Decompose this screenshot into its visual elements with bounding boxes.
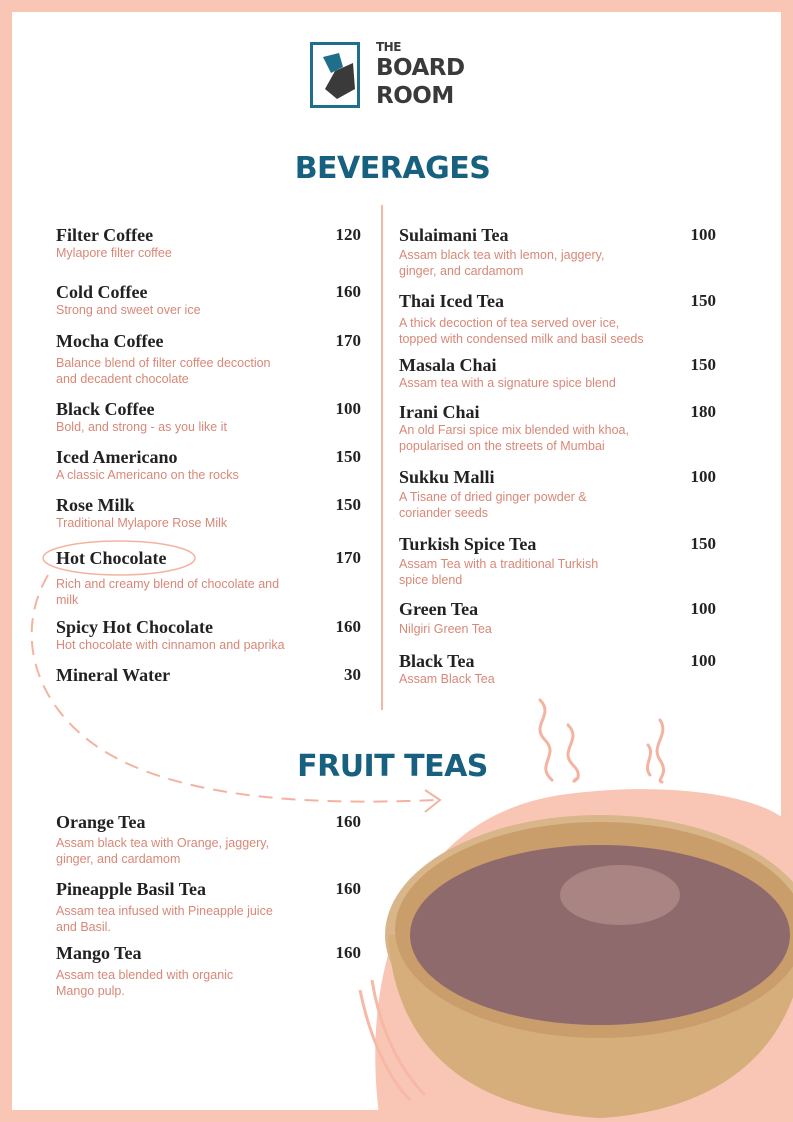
item-name: Mocha Coffee <box>56 331 164 351</box>
menu-item <box>56 879 361 935</box>
item-description-line: Strong and sweet over ice <box>56 303 201 317</box>
menu-item <box>399 534 716 588</box>
item-description-line: Assam tea with a signature spice blend <box>399 376 616 390</box>
menu-item <box>56 665 361 685</box>
item-description <box>399 621 716 637</box>
item-description-line: Mango pulp. <box>56 984 125 998</box>
item-description <box>56 835 361 867</box>
item-price: 100 <box>690 467 716 486</box>
item-price: 180 <box>690 402 716 421</box>
item-description-line: A Tisane of dried ginger powder & <box>399 490 587 504</box>
menu-item <box>56 812 361 867</box>
column-divider <box>381 205 383 710</box>
item-description <box>399 671 716 687</box>
item-price: 100 <box>335 399 361 418</box>
item-price: 160 <box>335 943 361 962</box>
menu-item <box>399 355 716 391</box>
item-name: Mango Tea <box>56 943 142 963</box>
item-price: 160 <box>335 812 361 831</box>
menu-item <box>56 282 361 318</box>
item-price: 100 <box>690 225 716 244</box>
item-description-line: topped with condensed milk and basil seeds <box>399 332 644 346</box>
item-description-line: Traditional Mylapore Rose Milk <box>56 516 228 530</box>
item-description <box>56 419 361 435</box>
item-description-line: Balance blend of filter coffee decoction <box>56 356 271 370</box>
item-name: Irani Chai <box>399 402 480 422</box>
item-name: Masala Chai <box>399 355 497 375</box>
item-price: 150 <box>335 447 361 466</box>
item-price: 170 <box>335 548 361 567</box>
item-description-line: ginger, and cardamom <box>399 264 524 278</box>
item-name: Mineral Water <box>56 665 171 685</box>
item-description <box>56 967 361 999</box>
item-description <box>399 375 716 391</box>
menu-item <box>399 291 716 347</box>
logo-text-the: THE <box>376 40 401 54</box>
menu-item <box>399 651 716 687</box>
menu-item <box>56 225 361 261</box>
item-name: Orange Tea <box>56 812 146 832</box>
menu-item <box>56 447 361 483</box>
item-name: Hot Chocolate <box>56 548 167 568</box>
item-name: Rose Milk <box>56 495 135 515</box>
item-description-line: Assam tea infused with Pineapple juice <box>56 904 273 918</box>
item-description <box>56 576 361 608</box>
logo <box>310 40 480 112</box>
item-description-line: Assam Tea with a traditional Turkish <box>399 557 599 571</box>
item-name: Iced Americano <box>56 447 178 467</box>
item-name: Sulaimani Tea <box>399 225 509 245</box>
menu-item <box>56 331 361 387</box>
item-description-line: Bold, and strong - as you like it <box>56 420 227 434</box>
item-description-line: Rich and creamy blend of chocolate and <box>56 577 280 591</box>
logo-text-board: BOARD <box>376 55 465 81</box>
item-description-line: A classic Americano on the rocks <box>56 468 239 482</box>
item-description <box>56 467 361 483</box>
item-description-line: Hot chocolate with cinnamon and paprika <box>56 638 285 652</box>
item-description <box>399 315 716 347</box>
item-description-line: Nilgiri Green Tea <box>399 622 492 636</box>
item-name: Filter Coffee <box>56 225 154 245</box>
item-description-line: Assam black tea with Orange, jaggery, <box>56 836 270 850</box>
menu-item <box>399 467 716 521</box>
item-description-line: An old Farsi spice mix blended with khoa, <box>399 423 629 437</box>
item-description-line: and decadent chocolate <box>56 372 189 386</box>
item-description <box>399 247 716 279</box>
item-description-line: Assam black tea with lemon, jaggery, <box>399 248 605 262</box>
menu-item <box>56 495 361 531</box>
item-name: Black Coffee <box>56 399 155 419</box>
item-price: 150 <box>335 495 361 514</box>
item-description <box>56 637 361 653</box>
menu-item <box>56 617 361 653</box>
item-description <box>56 903 361 935</box>
item-description-line: spice blend <box>399 573 463 587</box>
item-description <box>56 355 361 387</box>
item-price: 30 <box>344 665 361 684</box>
item-description-line: Mylapore filter coffee <box>56 246 172 260</box>
item-description <box>399 422 716 454</box>
item-description <box>56 302 361 318</box>
item-price: 170 <box>335 331 361 350</box>
item-description-line: Assam Black Tea <box>399 672 495 686</box>
item-price: 100 <box>690 599 716 618</box>
hot-chocolate-cup-image <box>360 789 793 1122</box>
item-description <box>399 489 716 521</box>
item-name: Pineapple Basil Tea <box>56 879 207 899</box>
section-title-beverages: BEVERAGES <box>294 151 491 186</box>
item-description <box>56 245 361 261</box>
item-name: Turkish Spice Tea <box>399 534 537 554</box>
menu-item <box>56 943 361 999</box>
item-name: Cold Coffee <box>56 282 148 302</box>
menu-item <box>399 599 716 637</box>
item-price: 150 <box>690 355 716 374</box>
menu-item <box>399 225 716 279</box>
logo-text-room: ROOM <box>376 83 454 109</box>
item-price: 160 <box>335 879 361 898</box>
item-description-line: ginger, and cardamom <box>56 852 181 866</box>
item-description <box>399 556 716 588</box>
item-price: 160 <box>335 282 361 301</box>
item-name: Sukku Malli <box>399 467 495 487</box>
item-description-line: Assam tea blended with organic <box>56 968 234 982</box>
item-name: Black Tea <box>399 651 475 671</box>
item-price: 150 <box>690 291 716 310</box>
item-description-line: and Basil. <box>56 920 111 934</box>
menu-item <box>399 402 716 454</box>
item-description-line: milk <box>56 593 79 607</box>
item-price: 160 <box>335 617 361 636</box>
logo-text <box>376 40 465 110</box>
item-description-line: A thick decoction of tea served over ice, <box>399 316 620 330</box>
menu-item <box>56 399 361 435</box>
item-name: Thai Iced Tea <box>399 291 505 311</box>
item-name: Green Tea <box>399 599 479 619</box>
item-name: Spicy Hot Chocolate <box>56 617 213 637</box>
section-title-fruit-teas: FRUIT TEAS <box>297 749 488 784</box>
item-price: 120 <box>335 225 361 244</box>
item-description <box>56 515 361 531</box>
logo-emblem-icon <box>310 42 360 108</box>
item-description-line: popularised on the streets of Mumbai <box>399 439 605 453</box>
menu-item <box>56 548 361 608</box>
item-description-line: coriander seeds <box>399 506 488 520</box>
item-price: 150 <box>690 534 716 553</box>
item-price: 100 <box>690 651 716 670</box>
